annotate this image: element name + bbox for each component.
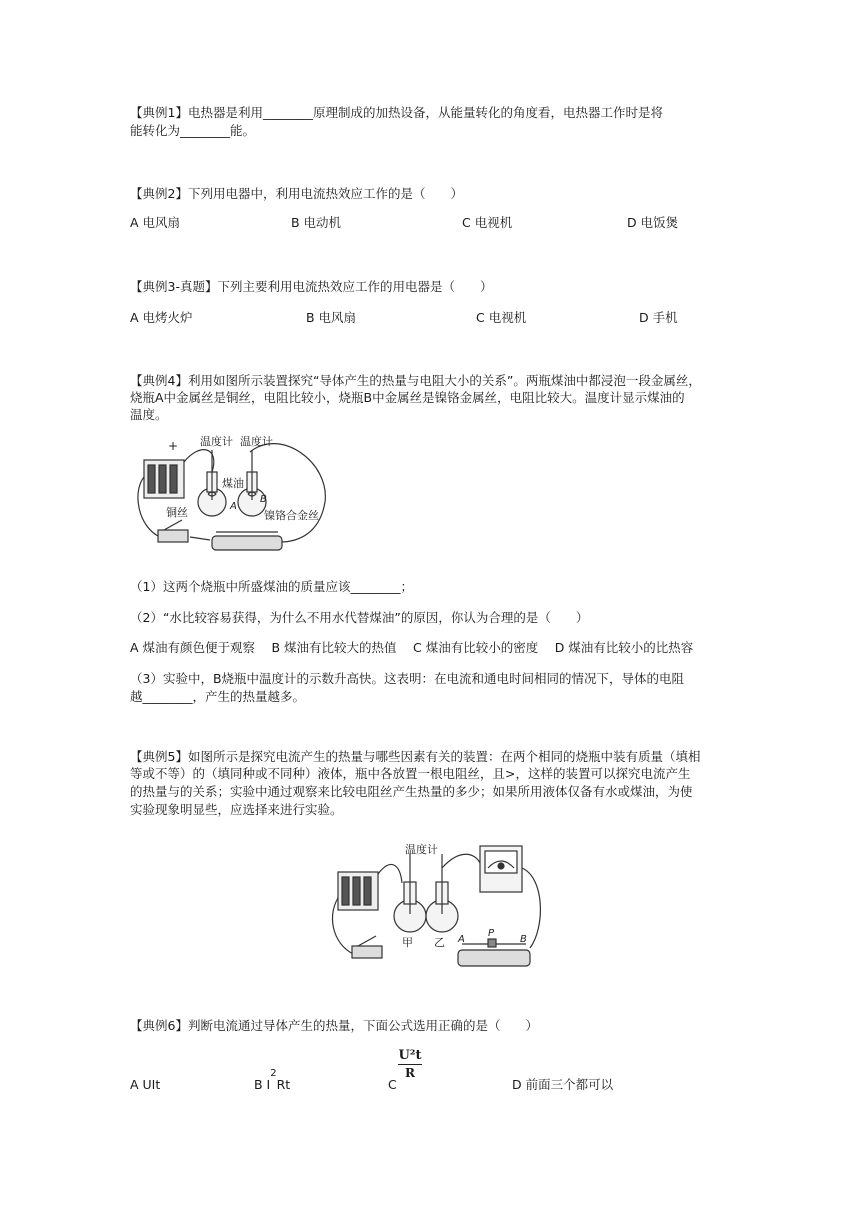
q5-line4: 实验现象明显些，应选择来进行实验。	[130, 802, 343, 817]
q5-label-a: A	[458, 934, 465, 945]
q3-option-c: C 电视机	[476, 310, 527, 325]
q4-kerosene-label: 煤油	[222, 477, 244, 490]
q3-stem: 【典例3-真题】下列主要利用电流热效应工作的用电器是（ ）	[130, 279, 493, 294]
q5-line3: 的热量与的关系；实验中通过观察来比较电阻丝产生热量的多少；如果所用液体仅备有水或煤油，为使	[130, 784, 693, 799]
q4-therm1-label: 温度计	[200, 435, 233, 448]
q6-option-c-fraction	[398, 1048, 422, 1080]
q2-stem: 【典例2】下列用电器中，利用电流热效应工作的是（ ）	[130, 186, 463, 201]
q5-line1: 【典例5】如图所示是探究电流产生的热量与哪些因素有关的装置：在两个相同的烧瓶中装有质量（填相	[130, 749, 701, 764]
q4-sub3-line1: （3）实验中，B烧瓶中温度计的示数升高快。这表明：在电流和通电时间相同的情况下，导体的电阻	[130, 671, 685, 686]
q2-option-c: C 电视机	[462, 215, 513, 230]
q6-option-c: C	[388, 1077, 397, 1092]
q6-option-a: A UIt	[130, 1077, 161, 1092]
q4-nichrome-label: 镍铬合金丝	[264, 509, 319, 522]
q5-line2: 等或不等）的（填同种或不同种）液体，瓶中各放置一根电阻丝，且>，这样的装置可以探究电流产生	[130, 766, 691, 781]
q4-apparatus-figure	[130, 432, 360, 562]
q4-line1: 【典例4】利用如图所示装置探究“导体产生的热量与电阻大小的关系”。两瓶煤油中都浸泡一段金属丝，	[130, 373, 701, 388]
q6-fraction-bar	[398, 1064, 422, 1065]
q4-sub3-line2: 越________，产生的热量越多。	[130, 689, 306, 704]
q6-option-b	[254, 1068, 291, 1096]
q4-therm2-label: 温度计	[240, 435, 273, 448]
q5-jia-label: 甲	[402, 936, 413, 949]
q4-label-a: A	[230, 501, 237, 512]
q5-therm-label: 温度计	[405, 843, 438, 856]
q3-option-a: A 电烤火炉	[130, 310, 193, 325]
q1-line2: 能转化为________能。	[130, 123, 256, 138]
q1-line1: 【典例1】电热器是利用________原理制成的加热设备，从能量转化的角度看，电热器工作时是将	[130, 105, 663, 120]
q4-copper-label: 铜丝	[166, 506, 188, 519]
q5-label-p: P	[488, 928, 495, 939]
q4-sub2: （2）“水比较容易获得，为什么不用水代替煤油”的原因，你认为合理的是（ ）	[130, 610, 589, 625]
q6-stem: 【典例6】判断电流通过导体产生的热量，下面公式选用正确的是（ ）	[130, 1018, 538, 1033]
q5-apparatus-figure	[330, 838, 550, 970]
q6-option-b-sup: 2	[270, 1068, 277, 1079]
q5-label-b: B	[520, 934, 527, 945]
q6-fraction-numerator: U²t	[398, 1048, 422, 1063]
q6-fraction-denominator: R	[405, 1066, 415, 1080]
q6-option-b-prefix: B I	[254, 1077, 271, 1092]
q6-option-d: D 前面三个都可以	[512, 1077, 614, 1092]
q4-sub1: （1）这两个烧瓶中所盛煤油的质量应该________；	[130, 579, 413, 594]
q3-option-d: D 手机	[639, 310, 678, 325]
q6-option-b-rest: Rt	[276, 1077, 291, 1092]
q4-battery-plus: +	[168, 439, 179, 453]
q2-option-d: D 电饭煲	[627, 215, 679, 230]
q4-line2: 烧瓶A中金属丝是铜丝，电阻比较小，烧瓶B中金属丝是镍铬金属丝，电阻比较大。温度计显示煤油的	[130, 390, 685, 405]
q2-option-a: A 电风扇	[130, 215, 181, 230]
q4-sub2-options: A 煤油有颜色便于观察 B 煤油有比较大的热值 C 煤油有比较小的密度 D 煤油有比较小的比热容	[130, 640, 694, 655]
q4-label-b: B	[260, 494, 267, 505]
q4-line3: 温度。	[130, 407, 168, 422]
q5-yi-label: 乙	[434, 936, 445, 949]
q2-option-b: B 电动机	[291, 215, 342, 230]
q3-option-b: B 电风扇	[306, 310, 357, 325]
